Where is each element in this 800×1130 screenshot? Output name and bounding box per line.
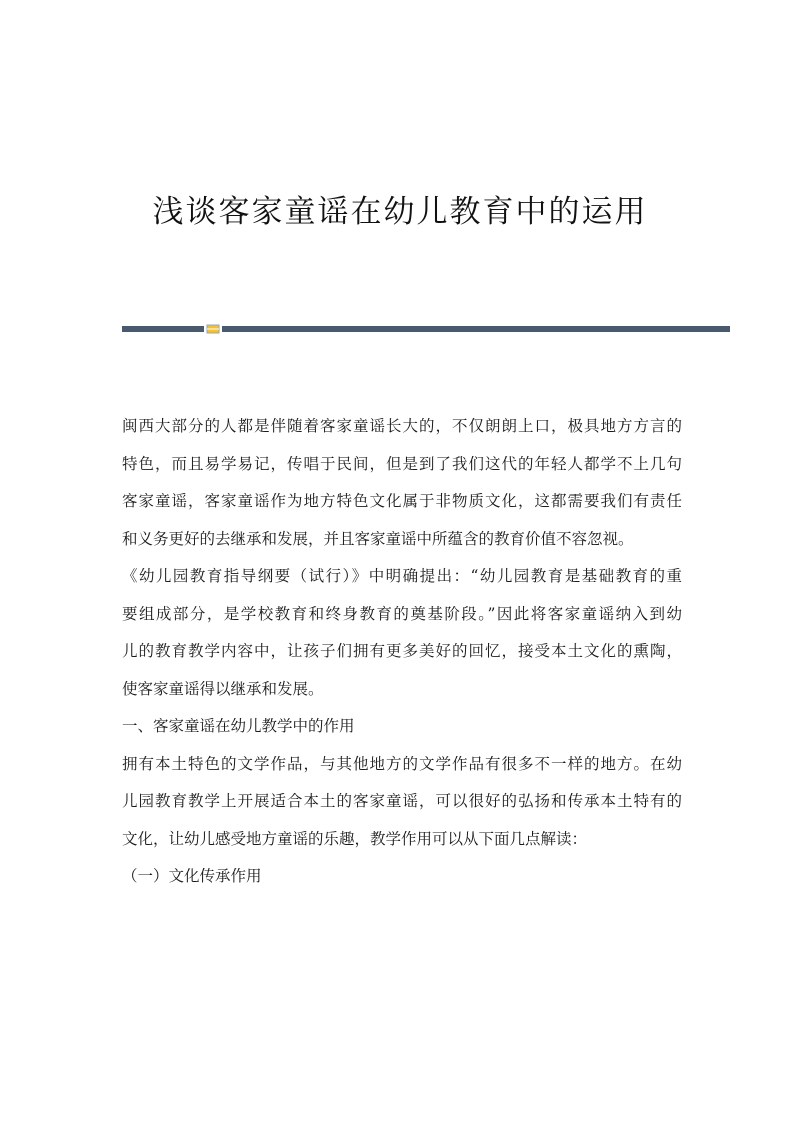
paragraph-line: 儿园教育教学上开展适合本土的客家童谣，可以很好的弘扬和传承本土特有的 (122, 792, 682, 810)
paragraph-line: 儿的教育教学内容中，让孩子们拥有更多美好的回忆，接受本土文化的熏陶， (122, 642, 682, 660)
paragraph-line: 拥有本土特色的文学作品，与其他地方的文学作品有很多不一样的地方。在幼 (122, 754, 682, 773)
title-divider (122, 324, 730, 334)
divider-ornament-icon (206, 324, 220, 334)
document-body (122, 408, 682, 896)
paragraph-line: 特色，而且易学易记，传唱于民间，但是到了我们这代的年轻人都学不上几句 (122, 454, 682, 473)
paragraph-line: 要组成部分，是学校教育和终身教育的奠基阶段。”因此将客家童谣纳入到幼 (122, 604, 682, 623)
paragraph-line: 《幼儿园教育指导纲要（试行）》中明确提出：“幼儿园教育是基础教育的重 (122, 567, 682, 585)
paragraph-line: 和义务更好的去继承和发展，并且客家童谣中所蕴含的教育价值不容忽视。 (122, 529, 634, 548)
paragraph-line: 闽西大部分的人都是伴随着客家童谣长大的，不仅朗朗上口，极具地方方言的 (122, 417, 682, 435)
paragraph-line: 使客家童谣得以继承和发展。 (122, 679, 324, 698)
subsection-heading: （一）文化传承作用 (122, 867, 262, 885)
document-title: 浅谈客家童谣在幼儿教育中的运用 (152, 194, 648, 230)
divider-bar-left (122, 326, 204, 332)
paragraph-line: 文化，让幼儿感受地方童谣的乐趣，教学作用可以从下面几点解读： (122, 829, 588, 848)
section-heading: 一、客家童谣在幼儿教学中的作用 (122, 717, 355, 735)
paragraph-line: 客家童谣，客家童谣作为地方特色文化属于非物质文化，这都需要我们有责任 (122, 492, 682, 510)
divider-bar-right (222, 326, 730, 332)
